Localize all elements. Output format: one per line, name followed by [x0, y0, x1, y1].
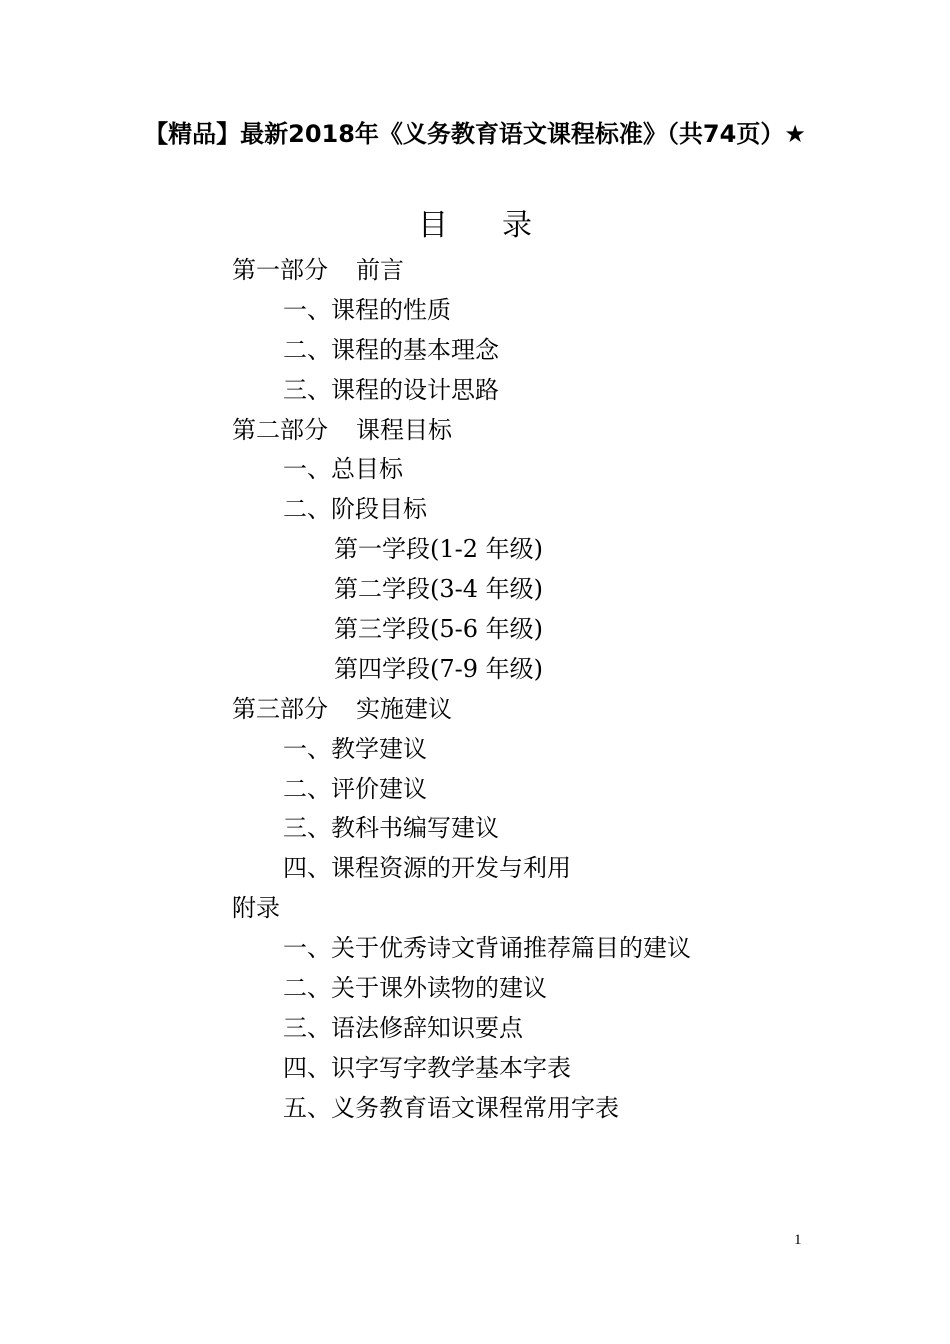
- toc-section[interactable]: 二、阶段目标: [283, 495, 427, 524]
- document-title: 【精品】最新2018年《义务教育语文课程标准》（共74页）★: [144, 120, 806, 148]
- toc-section[interactable]: 三、教科书编写建议: [283, 814, 499, 843]
- toc-part-title: 实施建议: [356, 694, 452, 723]
- toc-part-label: 第三部分: [232, 694, 328, 723]
- toc-section[interactable]: 二、关于课外读物的建议: [283, 974, 547, 1003]
- toc-part-1[interactable]: [232, 251, 691, 291]
- toc-part-title: 前言: [356, 256, 404, 284]
- toc-section[interactable]: 四、识字写字教学基本字表: [283, 1053, 571, 1082]
- toc-subsection[interactable]: 第三学段(5-6 年级): [334, 615, 544, 644]
- table-of-contents: [232, 251, 691, 1129]
- toc-section[interactable]: 三、语法修辞知识要点: [283, 1013, 523, 1042]
- toc-heading: 目录: [418, 208, 586, 243]
- toc-part-3[interactable]: [232, 690, 691, 730]
- toc-section[interactable]: 三、课程的设计思路: [283, 375, 499, 404]
- toc-section[interactable]: 一、课程的性质: [283, 295, 451, 324]
- page-number: 1: [794, 1232, 802, 1248]
- toc-section[interactable]: 二、课程的基本理念: [283, 335, 499, 364]
- toc-section[interactable]: 一、关于优秀诗文背诵推荐篇目的建议: [283, 934, 691, 963]
- toc-subsection[interactable]: 第一学段(1-2 年级): [334, 535, 544, 564]
- toc-part-label: 第一部分: [232, 256, 328, 284]
- toc-section[interactable]: 一、教学建议: [283, 734, 427, 763]
- toc-subsection[interactable]: 第二学段(3-4 年级): [334, 575, 544, 604]
- toc-section[interactable]: 一、总目标: [283, 455, 403, 484]
- toc-part-2[interactable]: [232, 411, 691, 451]
- toc-section[interactable]: 二、评价建议: [283, 774, 427, 803]
- toc-subsection[interactable]: 第四学段(7-9 年级): [334, 654, 544, 683]
- toc-part-title: 课程目标: [356, 415, 452, 444]
- toc-section[interactable]: 五、义务教育语文课程常用字表: [283, 1093, 619, 1122]
- toc-appendix[interactable]: 附录: [232, 894, 280, 923]
- toc-part-label: 第二部分: [232, 415, 328, 444]
- toc-section[interactable]: 四、课程资源的开发与利用: [283, 854, 571, 883]
